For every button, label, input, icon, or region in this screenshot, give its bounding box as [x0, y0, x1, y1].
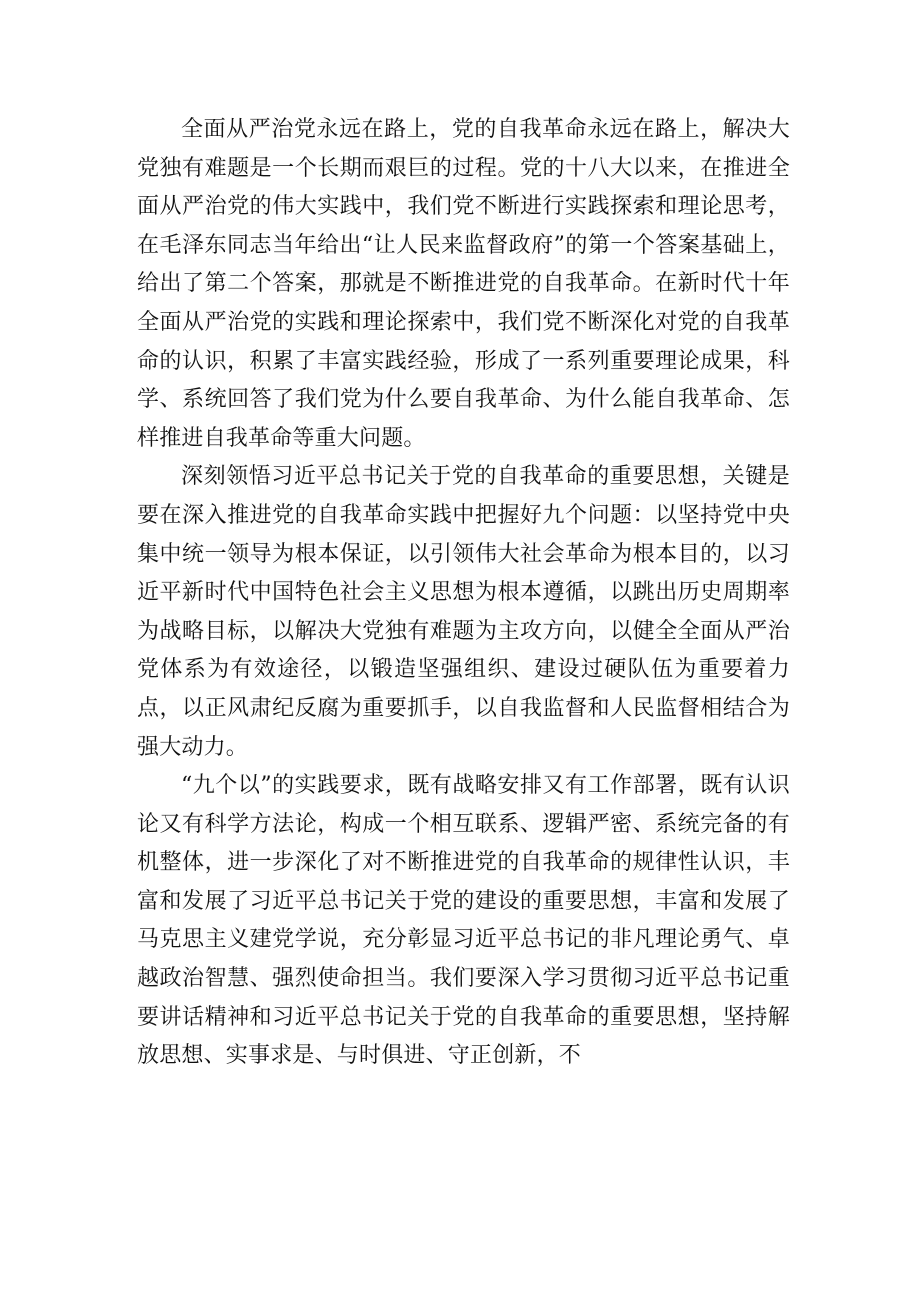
paragraph-1: 全面从严治党永远在路上，党的自我革命永远在路上，解决大党独有难题是一个长期而艰巨的过程。党的十八大以来，在推进全面从严治党的伟大实践中，我们党不断进行实践探索和理论思考，在毛泽东同志当年给出“让人民来监督政府”的第一个答案基础上，给出了第二个答案，那就是不断推进党的自我革命。在新时代十年全面从严治党的实践和理论探索中，我们党不断深化对党的自我革命的认识，积累了丰富实践经验，形成了一系列重要理论成果，科学、系统回答了我们党为什么要自我革命、为什么能自我革命、怎样推进自我革命等重大问题。: [137, 117, 790, 451]
paragraph-3: “九个以”的实践要求，既有战略安排又有工作部署，既有认识论又有科学方法论，构成一个相互联系、逻辑严密、系统完备的有机整体，进一步深化了对不断推进党的自我革命的规律性认识，丰富和发展了习近平总书记关于党的建设的重要思想，丰富和发展了马克思主义建党学说，充分彰显习近平总书记的非凡理论勇气、卓越政治智慧、强烈使命担当。我们要深入学习贯彻习近平总书记重要讲话精神和习近平总书记关于党的自我革命的重要思想，坚持解放思想、实事求是、与时俱进、守正创新，不: [137, 773, 790, 1069]
paragraph-2: 深刻领悟习近平总书记关于党的自我革命的重要思想，关键是要在深入推进党的自我革命实践中把握好九个问题：以坚持党中央集中统一领导为根本保证，以引领伟大社会革命为根本目的，以习近平新时代中国特色社会主义思想为根本遵循，以跳出历史周期率为战略目标，以解决大党独有难题为主攻方向，以健全全面从严治党体系为有效途径，以锻造坚强组织、建设过硬队伍为重要着力点，以正风肃纪反腐为重要抓手，以自我监督和人民监督相结合为强大动力。: [137, 464, 790, 760]
document-body: [137, 111, 790, 1076]
